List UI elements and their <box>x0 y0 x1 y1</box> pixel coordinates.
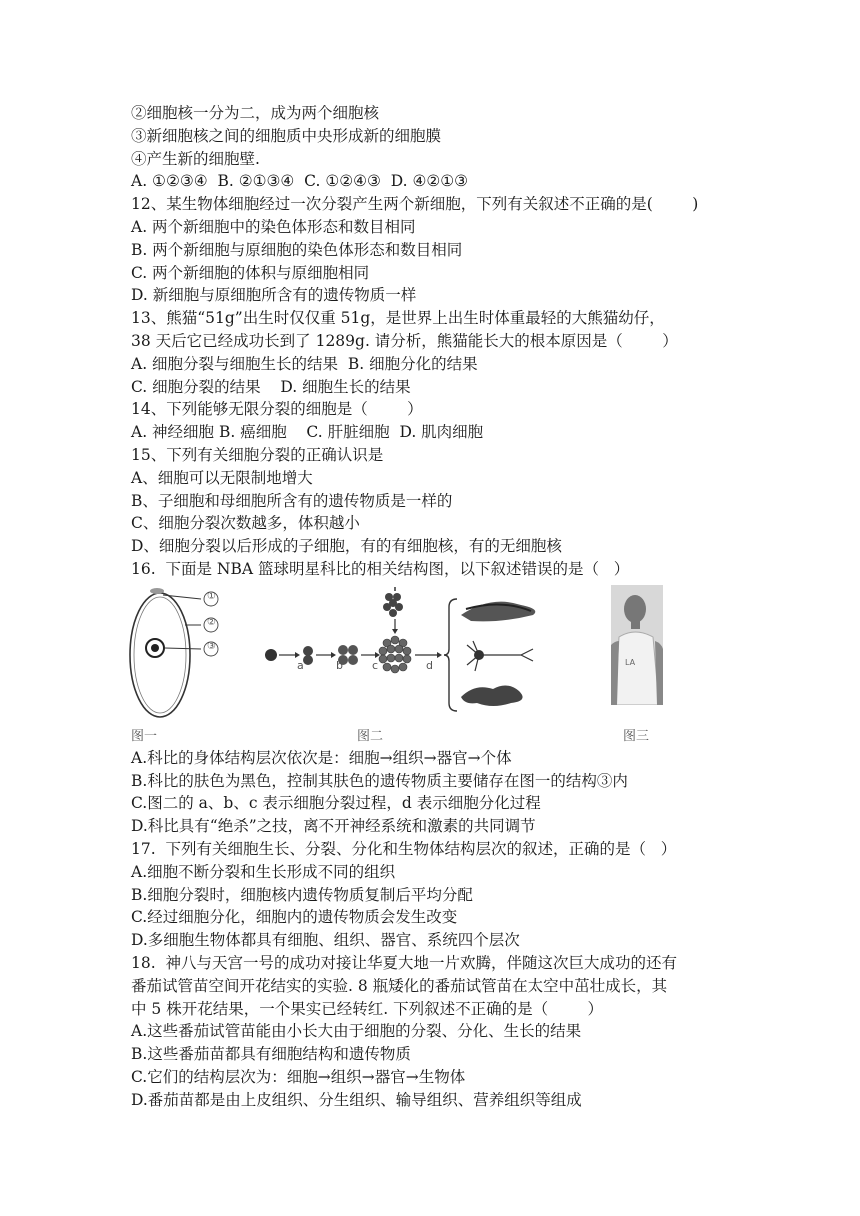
text-line: D、细胞分裂以后形成的子细胞，有的有细胞核，有的无细胞核 <box>131 537 562 556</box>
text-line: B.这些番茄苗都具有细胞结构和遗传物质 <box>131 1045 411 1064</box>
text-line: A. 细胞分裂与细胞生长的结果 B. 细胞分化的结果 <box>131 354 478 373</box>
text-line: C.图二的 a、b、c 表示细胞分裂过程，d 表示细胞分化过程 <box>131 794 541 813</box>
text-line: C、细胞分裂次数越多，体积越小 <box>131 514 360 533</box>
text-line: D.多细胞生物体都具有细胞、组织、器官、系统四个层次 <box>131 931 520 950</box>
fig1-label-2: ② <box>207 616 216 628</box>
text-line: 18. 神八与天宫一号的成功对接让华夏大地一片欢腾，伴随这次巨大成功的还有 <box>131 953 678 972</box>
text-line: 12、某生物体细胞经过一次分裂产生两个新细胞，下列有关叙述不正确的是( ) <box>131 195 699 214</box>
text-line: A. 神经细胞 B. 癌细胞 C. 肝脏细胞 D. 肌肉细胞 <box>131 423 484 442</box>
text-line: 13、熊猫“51g”出生时仅仅重 51g，是世界上出生时体重最轻的大熊猫幼仔， <box>131 309 665 328</box>
text-line: A. 两个新细胞中的染色体形态和数目相同 <box>131 217 416 236</box>
text-line: 15、下列有关细胞分裂的正确认识是 <box>131 445 384 464</box>
text-line: D.科比具有“绝杀”之技，离不开神经系统和激素的共同调节 <box>131 817 536 836</box>
figure-2-cell-division <box>261 585 551 744</box>
svg-text:LA: LA <box>625 657 636 667</box>
text-line: 38 天后它已经成功长到了 1289g. 请分析，熊猫能长大的根本原因是（ ） <box>131 331 678 350</box>
text-line: C.它们的结构层次为：细胞→组织→器官→生物体 <box>131 1067 466 1086</box>
fig2-label-a: a <box>297 658 304 672</box>
figure-1-caption: 图一 <box>131 728 158 744</box>
fig1-label-1: ① <box>207 590 216 602</box>
question-text-bottom <box>131 747 751 1112</box>
fig1-label-3: ③ <box>207 640 216 652</box>
figure-1-plant-cell <box>115 585 245 744</box>
figure-2-caption: 图二 <box>357 728 384 744</box>
text-line: B.科比的肤色为黑色，控制其肤色的遗传物质主要储存在图一的结构③内 <box>131 771 628 790</box>
figure-row <box>131 585 751 745</box>
fig2-label-b: b <box>336 658 343 672</box>
text-line: 16. 下面是 NBA 篮球明星科比的相关结构图，以下叙述错误的是（ ） <box>131 559 630 578</box>
document-page <box>131 102 751 1111</box>
text-line: ④产生新的细胞壁. <box>131 149 260 168</box>
text-line: B.细胞分裂时，细胞核内遗传物质复制后平均分配 <box>131 885 473 904</box>
player-photo <box>611 585 663 705</box>
text-line: D. 新细胞与原细胞所含有的遗传物质一样 <box>131 286 417 305</box>
fig2-label-c: c <box>372 658 379 672</box>
text-line: A.这些番茄试管苗能由小长大由于细胞的分裂、分化、生长的结果 <box>131 1022 582 1041</box>
text-line: 17. 下列有关细胞生长、分裂、分化和生物体结构层次的叙述，正确的是（ ） <box>131 839 677 858</box>
fig2-label-d: d <box>426 658 433 672</box>
text-line: ③新细胞核之间的细胞质中央形成新的细胞膜 <box>131 126 442 145</box>
text-line: 14、下列能够无限分裂的细胞是（ ） <box>131 400 423 419</box>
question-text-top <box>131 102 751 581</box>
text-line: B、子细胞和母细胞所含有的遗传物质是一样的 <box>131 491 453 510</box>
text-line: 中 5 株开花结果，一个果实已经转红. 下列叙述不正确的是（ ） <box>131 999 603 1018</box>
text-line: B. 两个新细胞与原细胞的染色体形态和数目相同 <box>131 240 463 259</box>
text-line: C. 两个新细胞的体积与原细胞相同 <box>131 263 370 282</box>
text-line: A、细胞可以无限制地增大 <box>131 468 313 487</box>
text-line: A.细胞不断分裂和生长形成不同的组织 <box>131 862 396 881</box>
text-line: C. 细胞分裂的结果 D. 细胞生长的结果 <box>131 377 411 396</box>
text-line: C.经过细胞分化，细胞内的遗传物质会发生改变 <box>131 908 458 927</box>
text-line: D.番茄苗都是由上皮组织、分生组织、输导组织、营养组织等组成 <box>131 1090 582 1109</box>
text-line: A. ①②③④ B. ②①③④ C. ①②④③ D. ④②①③ <box>131 172 469 191</box>
text-line: ②细胞核一分为二，成为两个细胞核 <box>131 104 380 122</box>
figure-3-caption: 图三 <box>623 728 650 744</box>
text-line: 番茄试管苗空间开花结实的实验. 8 瓶矮化的番茄试管苗在太空中茁壮成长，其 <box>131 976 668 995</box>
figure-3-photo <box>611 585 691 744</box>
text-line: A.科比的身体结构层次依次是：细胞→组织→器官→个体 <box>131 748 512 767</box>
